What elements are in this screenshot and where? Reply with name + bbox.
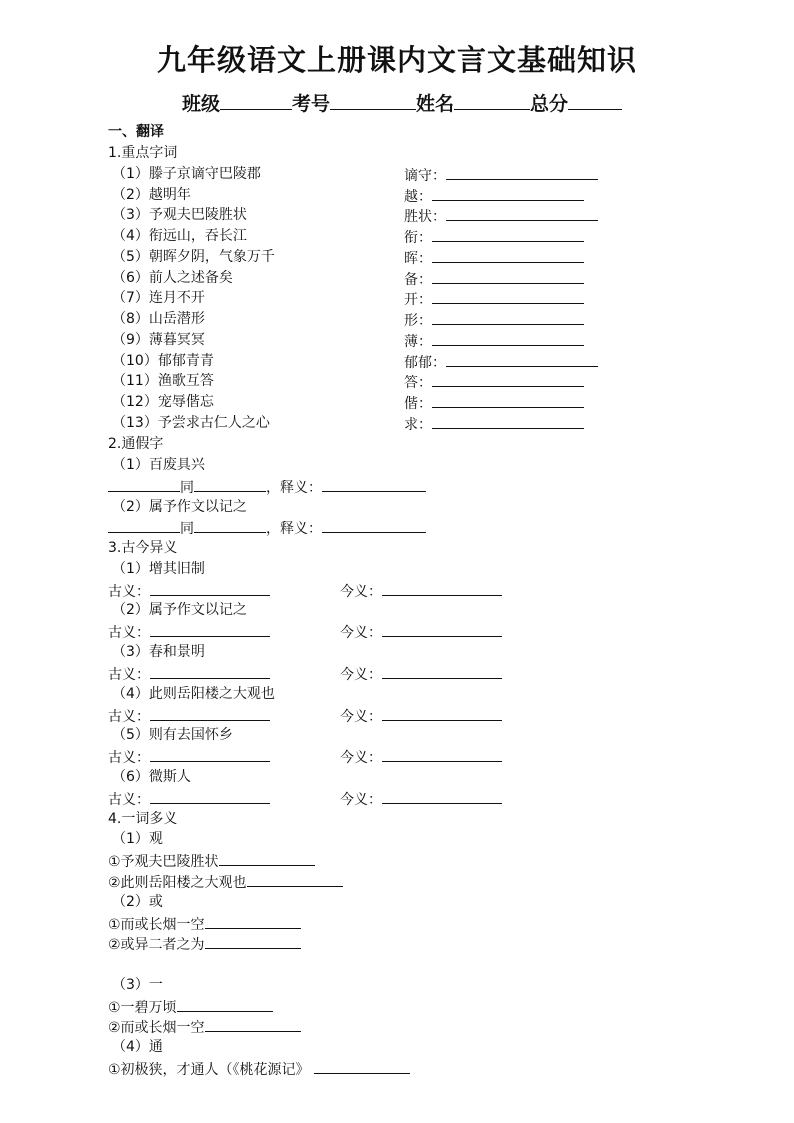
answer-blank[interactable] <box>446 165 598 180</box>
answer-blank[interactable] <box>247 872 343 887</box>
answer-field: 古义： <box>108 581 270 601</box>
answer-field: 同 ，释义： <box>108 477 426 497</box>
list-item: （1）观 <box>112 831 163 847</box>
answer-field: 古义： <box>108 789 270 809</box>
header-fields <box>182 89 622 116</box>
answer-field: 今义： <box>340 581 502 601</box>
list-item: （2）或 <box>112 894 163 910</box>
answer-blank[interactable] <box>150 747 270 762</box>
answer-blank[interactable] <box>205 1017 301 1032</box>
answer-field: 偕： <box>404 393 584 413</box>
answer-field: 答： <box>404 372 584 392</box>
answer-field: 今义： <box>340 789 502 809</box>
list-item: （12）宠辱偕忘 <box>112 394 214 410</box>
exam-number-blank[interactable] <box>330 89 416 110</box>
list-item: （7）连月不开 <box>112 290 205 306</box>
part-1-title: 1.重点字词 <box>108 145 178 161</box>
answer-blank[interactable] <box>322 477 426 492</box>
list-item: （6）前人之述备矣 <box>112 270 233 286</box>
list-item: ①而或长烟一空 <box>108 914 301 934</box>
answer-field: 开： <box>404 289 584 309</box>
section-1-title: 一、翻译 <box>108 124 164 140</box>
list-item: （5）则有去国怀乡 <box>112 727 233 743</box>
list-item: （2）属予作文以记之 <box>112 602 247 618</box>
list-item: （6）微斯人 <box>112 769 191 785</box>
answer-field: 晖： <box>404 248 584 268</box>
list-item: （4）衔远山，吞长江 <box>112 228 247 244</box>
answer-field: 今义： <box>340 706 502 726</box>
answer-blank[interactable] <box>382 581 502 596</box>
list-item: （4）此则岳阳楼之大观也 <box>112 686 275 702</box>
answer-blank[interactable] <box>150 581 270 596</box>
answer-blank[interactable] <box>219 851 315 866</box>
answer-blank[interactable] <box>205 914 301 929</box>
answer-field: 郁郁： <box>404 352 598 372</box>
answer-blank[interactable] <box>432 289 584 304</box>
answer-field: 形： <box>404 310 584 330</box>
list-item: （4）通 <box>112 1039 163 1055</box>
answer-blank[interactable] <box>205 934 301 949</box>
answer-blank[interactable] <box>432 186 584 201</box>
answer-field: 今义： <box>340 664 502 684</box>
answer-field: 今义： <box>340 622 502 642</box>
list-item: ①一碧万顷 <box>108 997 273 1017</box>
class-blank[interactable] <box>220 89 292 110</box>
answer-field: 求： <box>404 414 584 434</box>
name-blank[interactable] <box>454 89 530 110</box>
answer-blank[interactable] <box>382 622 502 637</box>
answer-blank[interactable] <box>194 518 266 533</box>
answer-blank[interactable] <box>432 248 584 263</box>
total-score-blank[interactable] <box>568 89 622 110</box>
exam-number-label: 考号 <box>292 93 331 115</box>
list-item: （1）增其旧制 <box>112 561 205 577</box>
list-item: （3）予观夫巴陵胜状 <box>112 207 247 223</box>
part-4-title: 4.一词多义 <box>108 811 178 827</box>
list-item: （3）春和景明 <box>112 644 205 660</box>
answer-blank[interactable] <box>382 706 502 721</box>
answer-field: 今义： <box>340 747 502 767</box>
answer-blank[interactable] <box>382 664 502 679</box>
part-3-title: 3.古今异义 <box>108 540 178 556</box>
answer-field: 薄： <box>404 331 584 351</box>
list-item: ②或异二者之为 <box>108 934 301 954</box>
answer-blank[interactable] <box>108 518 180 533</box>
list-item: （1）百废具兴 <box>112 457 205 473</box>
answer-blank[interactable] <box>432 310 584 325</box>
list-item: ①予观夫巴陵胜状 <box>108 851 315 871</box>
answer-field: 古义： <box>108 622 270 642</box>
answer-blank[interactable] <box>194 477 266 492</box>
answer-blank[interactable] <box>446 206 598 221</box>
page-title: 九年级语文上册课内文言文基础知识 <box>156 43 637 77</box>
answer-blank[interactable] <box>322 518 426 533</box>
list-item: （9）薄暮冥冥 <box>112 332 205 348</box>
answer-blank[interactable] <box>432 372 584 387</box>
list-item: （3）一 <box>112 977 163 993</box>
answer-blank[interactable] <box>432 269 584 284</box>
answer-blank[interactable] <box>382 789 502 804</box>
list-item: （13）予尝求古仁人之心 <box>112 415 270 431</box>
answer-blank[interactable] <box>432 331 584 346</box>
list-item: ②而或长烟一空 <box>108 1017 301 1037</box>
answer-blank[interactable] <box>314 1059 410 1074</box>
answer-blank[interactable] <box>432 227 584 242</box>
answer-field: 胜状： <box>404 206 598 226</box>
answer-field: 备： <box>404 269 584 289</box>
total-score-label: 总分 <box>530 93 569 115</box>
answer-field: 衔： <box>404 227 584 247</box>
answer-blank[interactable] <box>150 622 270 637</box>
list-item: （10）郁郁青青 <box>112 353 214 369</box>
answer-field: 同 ，释义： <box>108 518 426 538</box>
list-item: （2）属予作文以记之 <box>112 499 247 515</box>
answer-blank[interactable] <box>177 997 273 1012</box>
list-item: （1）滕子京谪守巴陵郡 <box>112 166 261 182</box>
list-item: （5）朝晖夕阴，气象万千 <box>112 249 275 265</box>
answer-blank[interactable] <box>150 706 270 721</box>
answer-blank[interactable] <box>150 664 270 679</box>
list-item: ②此则岳阳楼之大观也 <box>108 872 343 892</box>
list-item: （8）山岳潜形 <box>112 311 205 327</box>
answer-blank[interactable] <box>150 789 270 804</box>
answer-blank[interactable] <box>382 747 502 762</box>
answer-field: 古义： <box>108 706 270 726</box>
list-item: （2）越明年 <box>112 187 191 203</box>
class-label: 班级 <box>182 93 221 115</box>
list-item: ①初极狭，才通人（《桃花源记》 <box>108 1059 410 1079</box>
list-item: （11）渔歌互答 <box>112 373 214 389</box>
answer-blank[interactable] <box>108 477 180 492</box>
answer-blank[interactable] <box>446 352 598 367</box>
answer-field: 古义： <box>108 747 270 767</box>
part-2-title: 2.通假字 <box>108 436 164 452</box>
answer-field: 谪守： <box>404 165 598 185</box>
answer-blank[interactable] <box>432 414 584 429</box>
answer-field: 古义： <box>108 664 270 684</box>
answer-blank[interactable] <box>432 393 584 408</box>
answer-field: 越： <box>404 186 584 206</box>
name-label: 姓名 <box>416 93 455 115</box>
